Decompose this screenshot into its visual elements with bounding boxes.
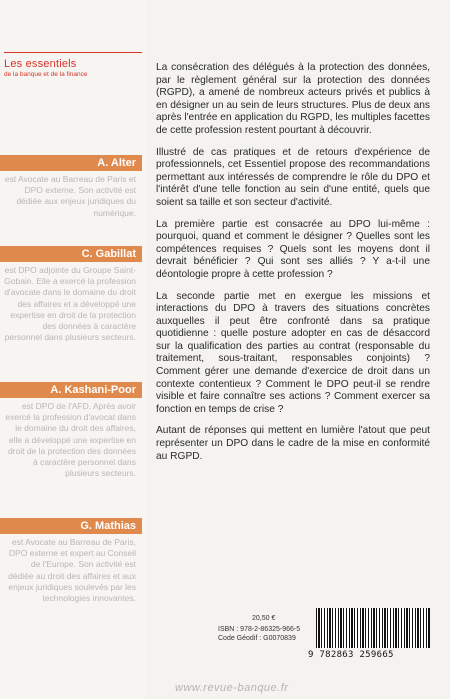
paragraph: La seconde partie met en exergue les missions et interactions du DPO à travers des situations concrètes auxquelles il peut être confronté dans sa pratique quotidienne : quelle posture adopter en cas de désaccord sur la qualification des parties au contrat (responsable du traitement, sous-traitant, responsables conjoints) ? Comment gérer une demande d'exercice de droit dans un contexte contentieux ? Comment le DPO peut-il se rendre visible et faire connaître ses actions ? Comment exercer sa fonction en temps de crise ? [156,290,430,415]
geodif-code: Code Géodif : G0070839 [218,635,296,642]
paragraph: La consécration des délégués à la protection des données, par le règlement général sur la protection des données (RGPD), a amené de nombreux acteurs privés et publics à en désigner un au sein de leurs structures. Plus de deux ans après l'entrée en application du RGPD, les multiples facettes de cette profession restent pourtant à découvrir. [156,62,430,136]
barcode [316,608,430,648]
author-block-alter [0,155,142,219]
author-bio: est Avocate au Barreau de Paris et DPO externe. Son activité est dédiée aux enjeux juridiques du numérique. [4,174,136,218]
author-name: A. Alter [0,155,142,171]
series-subtitle: de la banque et de la finance [4,71,88,78]
price: 20,50 € [252,615,276,622]
author-name: G. Mathias [0,518,142,534]
author-block-gabillat [0,246,142,343]
author-name: A. Kashani-Poor [0,382,142,398]
barcode-digits: 9 782863 259665 [308,650,394,660]
sidebar [0,0,146,699]
author-bio: est DPO adjointe du Groupe Saint-Gobain. Elle a exercé la profession d'avocate dans le domaine du droit des affaires et a développé une expertise en droit de la protection des données à caractère personnel dans plusieurs secteurs. [4,265,136,343]
website-url: www.revue-banque.fr [175,682,289,694]
paragraph: Autant de réponses qui mettent en lumière l'atout que peut représenter un DPO dans le cadre de la mise en conformité au RGPD. [156,425,430,462]
series-title: Les essentiels [4,58,77,70]
author-bio: est DPO de l'AFD. Après avoir exercé la profession d'avocat dans le domaine du droit des affaires, elle a développé une expertise en droit de la protection des données à caractère personnel dans plusieurs secteurs. [5,401,136,479]
paragraph: Illustré de cas pratiques et de retours d'expérience de professionnels, cet Essentiel propose des recommandations permettant aux intéressés de comprendre le rôle du DPO et l'intérêt d'une telle fonction au sein d'une entité, quels que soient sa taille et son secteur d'activité. [156,146,430,208]
paragraph: La première partie est consacrée au DPO lui-même : pourquoi, quand et comment le désigner ? Quelles sont les compétences requises ? Quels sont les moyens dont il devrait bénéficier ? Qui sont ses alliés ? Y a-t-il une déontologie propre à cette profession ? [156,218,430,280]
author-block-mathias [0,518,142,604]
author-name: C. Gabillat [0,246,142,262]
author-bio: est Avocate au Barreau de Paris, DPO externe et expert au Conseil de l'Europe. Son activité est dédiée au droit des affaires et aux enjeux juridiques soulevés par les technologies innovantes. [8,537,136,604]
isbn: ISBN : 978-2-86325-966-5 [218,626,301,633]
isbn-block [218,625,300,643]
series-header [4,52,142,78]
back-cover-text [156,62,430,472]
author-block-kashani-poor [0,382,142,479]
